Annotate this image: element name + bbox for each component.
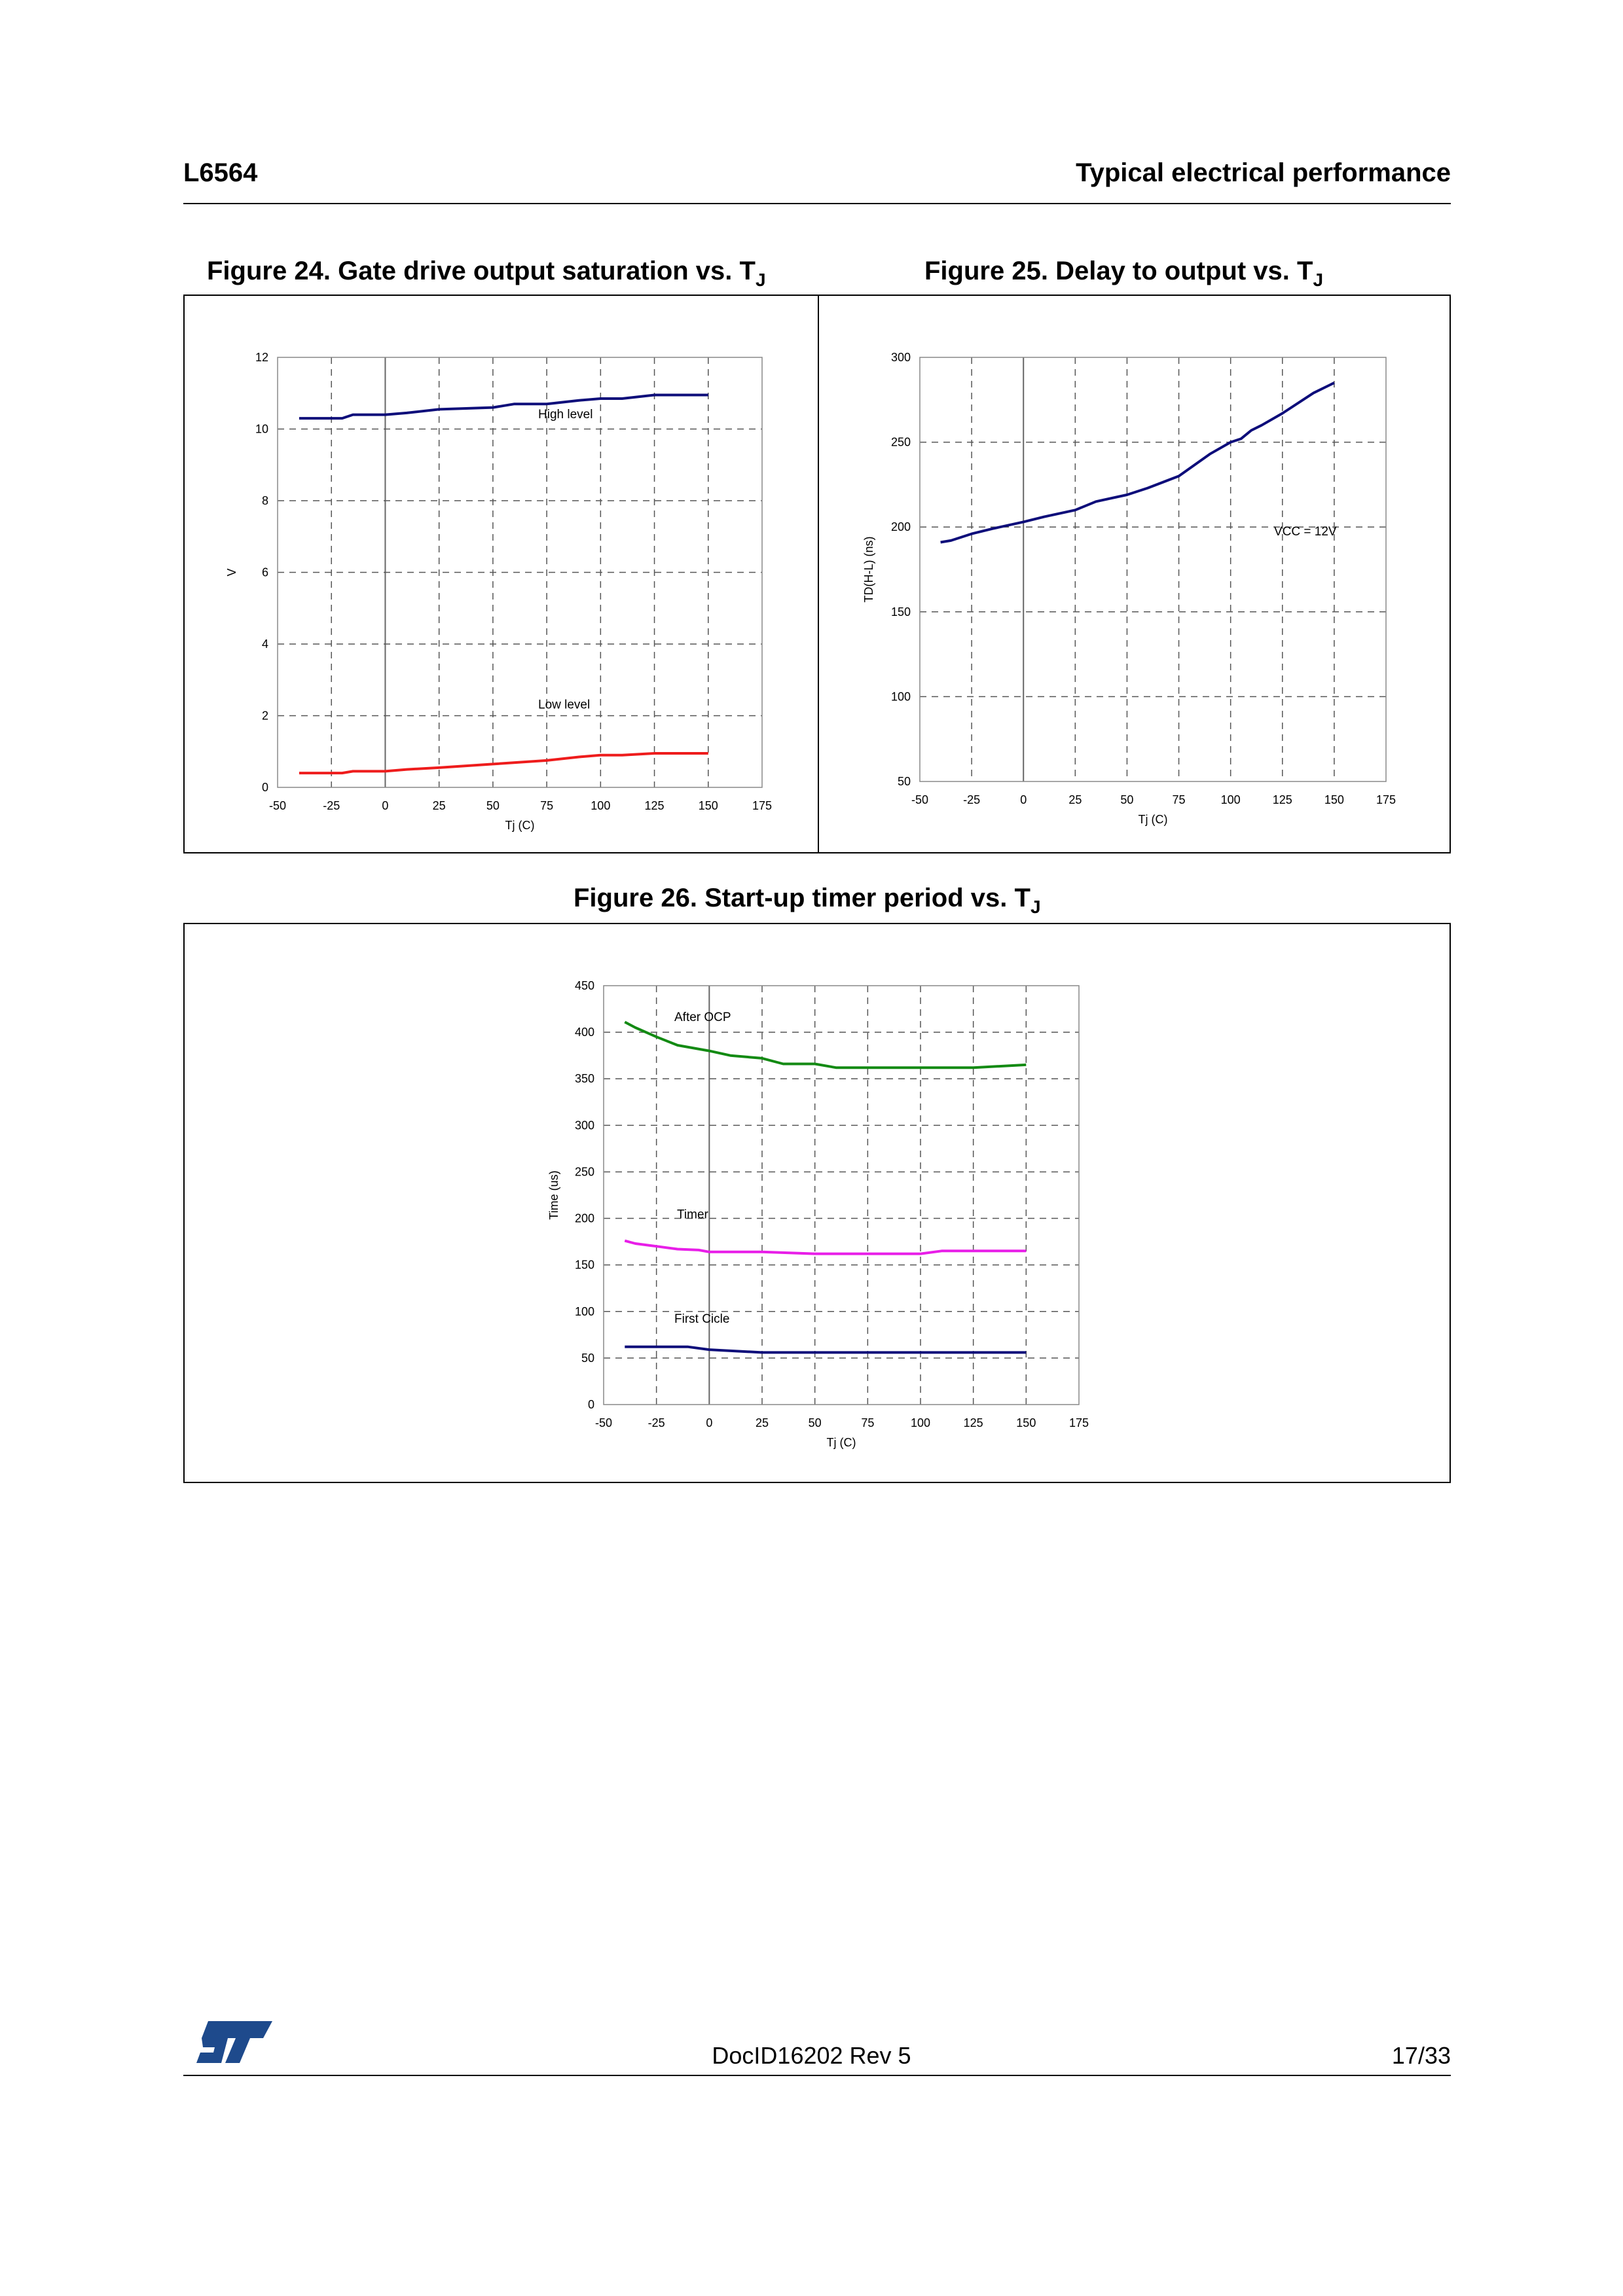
- x-tick-label: -25: [323, 799, 340, 812]
- figure-25-number: Figure 25.: [924, 257, 1048, 285]
- x-tick-label: 0: [382, 799, 389, 812]
- figure-26-caption-sub: J: [1030, 897, 1041, 917]
- x-tick-label: 175: [1376, 793, 1396, 806]
- x-tick-label: 125: [644, 799, 665, 812]
- figure-25-caption-sub: J: [1313, 270, 1324, 290]
- figure-24-chart: [185, 296, 818, 852]
- series-line-high-level: [299, 395, 708, 419]
- y-tick-label: 400: [574, 1026, 594, 1039]
- annotation-label: After OCP: [674, 1011, 731, 1025]
- page-number: 17/33: [1391, 2042, 1451, 2069]
- y-tick-label: 10: [255, 422, 268, 436]
- x-tick-label: 75: [1172, 793, 1186, 806]
- y-axis-label: TD(H-L) (ns): [862, 536, 875, 603]
- series-line-low-level: [299, 753, 708, 773]
- doc-id: DocID16202 Rev 5: [712, 2042, 911, 2069]
- x-tick-label: 150: [698, 799, 718, 812]
- y-axis-label: Time (us): [547, 1170, 560, 1220]
- y-tick-label: 300: [574, 1119, 594, 1132]
- y-axis-label: V: [225, 568, 238, 577]
- x-tick-label: 25: [432, 799, 446, 812]
- annotation-label: Low level: [538, 698, 591, 712]
- y-tick-label: 100: [890, 690, 911, 704]
- x-tick-label: 100: [1220, 793, 1241, 806]
- y-tick-label: 300: [890, 351, 911, 364]
- figure-26-caption: Start-up timer period vs. T: [704, 884, 1030, 912]
- x-tick-label: 50: [1120, 793, 1134, 806]
- series-line-timer: [625, 1241, 1026, 1254]
- y-tick-label: 4: [261, 637, 268, 651]
- y-tick-label: 50: [581, 1351, 594, 1365]
- x-tick-label: 100: [591, 799, 611, 812]
- figure-26-chart: [185, 924, 1450, 1482]
- y-tick-label: 150: [890, 605, 911, 619]
- part-number: L6564: [183, 158, 258, 187]
- figure-25-chart: [819, 296, 1450, 852]
- x-axis-label: Tj (C): [1138, 813, 1168, 826]
- x-tick-label: 100: [910, 1416, 931, 1429]
- annotation-label: VCC = 12V: [1274, 525, 1337, 539]
- x-tick-label: 25: [755, 1416, 769, 1429]
- plot-area: [920, 357, 1386, 781]
- y-tick-label: 12: [255, 351, 268, 364]
- series-line-first-cicle: [625, 1347, 1026, 1353]
- x-tick-label: 0: [706, 1416, 713, 1429]
- x-tick-label: 150: [1324, 793, 1344, 806]
- figure-25-title: [924, 257, 1323, 291]
- y-tick-label: 250: [890, 435, 911, 449]
- y-tick-label: 100: [574, 1304, 594, 1318]
- figure-24-caption: Gate drive output saturation vs. T: [338, 257, 756, 285]
- y-tick-label: 150: [574, 1258, 594, 1272]
- x-axis-label: Tj (C): [826, 1436, 856, 1449]
- y-tick-label: 50: [897, 775, 911, 788]
- y-tick-label: 200: [574, 1211, 594, 1225]
- section-title: Typical electrical performance: [1076, 158, 1451, 187]
- series-line-after-ocp: [625, 1022, 1026, 1068]
- x-tick-label: 75: [861, 1416, 875, 1429]
- x-tick-label: 25: [1068, 793, 1082, 806]
- figure-24-title: [207, 257, 766, 291]
- y-tick-label: 0: [587, 1398, 594, 1411]
- x-tick-label: -25: [647, 1416, 665, 1429]
- x-tick-label: -50: [911, 793, 929, 806]
- annotation-label: Timer: [677, 1208, 708, 1222]
- y-tick-label: 200: [890, 520, 911, 534]
- y-tick-label: 450: [574, 979, 594, 992]
- y-tick-label: 8: [261, 494, 268, 507]
- series-line-td-h-l-: [941, 383, 1334, 543]
- y-tick-label: 0: [261, 781, 268, 794]
- plot-area: [604, 986, 1079, 1405]
- figure-26-title: [574, 884, 1041, 918]
- figure-24-number: Figure 24.: [207, 257, 331, 285]
- y-tick-label: 2: [261, 709, 268, 723]
- x-tick-label: 50: [486, 799, 500, 812]
- annotation-label: High level: [538, 408, 593, 422]
- y-tick-label: 250: [574, 1165, 594, 1179]
- x-tick-label: 125: [963, 1416, 983, 1429]
- x-tick-label: -25: [963, 793, 981, 806]
- x-axis-label: Tj (C): [505, 819, 535, 832]
- x-tick-label: 0: [1020, 793, 1027, 806]
- logo-text: ST: [195, 2018, 196, 2019]
- header-rule: [183, 203, 1451, 204]
- x-tick-label: 50: [808, 1416, 822, 1429]
- x-tick-label: 175: [1068, 1416, 1089, 1429]
- x-tick-label: -50: [268, 799, 287, 812]
- footer-rule: [183, 2075, 1451, 2076]
- x-tick-label: 175: [752, 799, 773, 812]
- figure-24-caption-sub: J: [755, 270, 766, 290]
- x-tick-label: 125: [1272, 793, 1292, 806]
- figure-25-caption: Delay to output vs. T: [1055, 257, 1313, 285]
- x-tick-label: 75: [540, 799, 554, 812]
- y-tick-label: 350: [574, 1072, 594, 1086]
- y-tick-label: 6: [261, 565, 268, 579]
- x-tick-label: -50: [594, 1416, 613, 1429]
- x-tick-label: 150: [1016, 1416, 1036, 1429]
- figure-26-number: Figure 26.: [574, 884, 697, 912]
- annotation-label: First Cicle: [674, 1312, 730, 1326]
